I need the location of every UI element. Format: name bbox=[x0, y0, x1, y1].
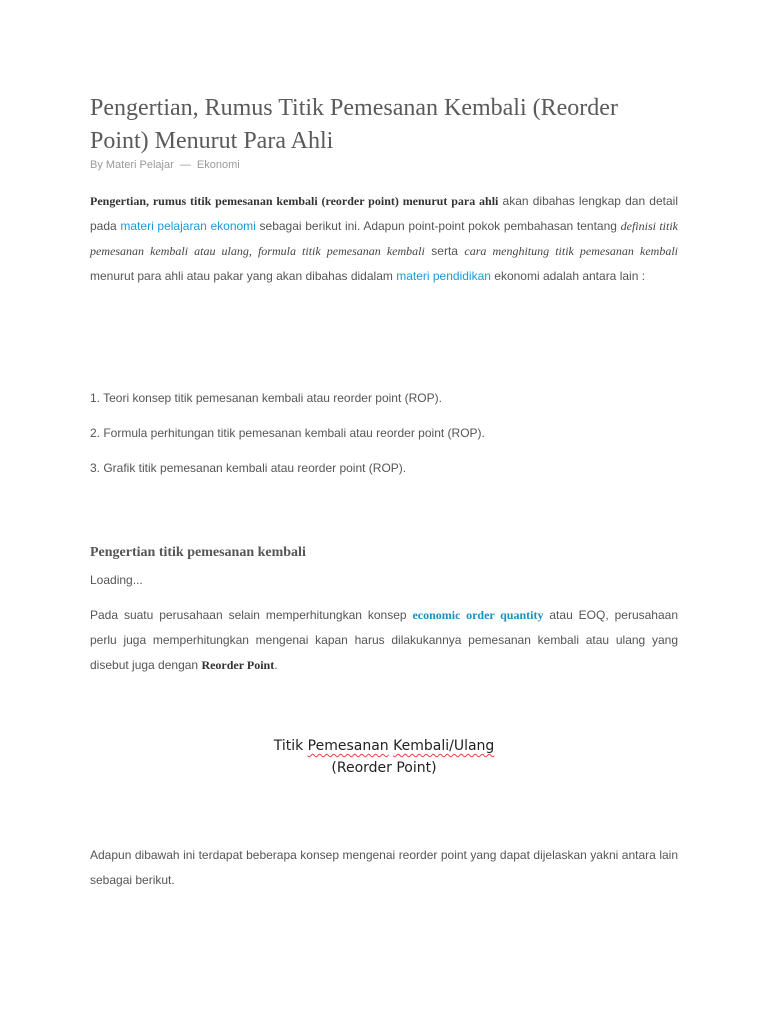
intro-text-3: serta bbox=[424, 244, 465, 258]
closing-paragraph: Adapun dibawah ini terdapat beberapa konsep mengenai reorder point yang dapat dijelaskan yakni antara lain sebagai berikut. bbox=[90, 848, 678, 887]
eoq-text-2: atau EOQ, perusahaan perlu juga memperhitungkan mengenai kapan harus dilakukannya pemesanan kembali atau ulang yang disebut juga dengan bbox=[90, 608, 679, 672]
intro-text-4: menurut para ahli atau pakar yang akan dibahas didalam bbox=[90, 269, 397, 283]
intro-text-2: sebagai berikut ini. Adapun point-point pokok pembahasan tentang bbox=[255, 219, 621, 233]
link-materi-pendidikan[interactable]: materi pendidikan bbox=[396, 269, 491, 283]
eoq-paragraph bbox=[90, 603, 678, 678]
figure-line-2: (Reorder Point) bbox=[331, 760, 437, 776]
intro-italic-1: definisi titik pemesanan kembali atau ulang, formula titik pemesanan kembali bbox=[90, 219, 678, 258]
figure-word-pemesanan: Pemesanan bbox=[307, 738, 389, 754]
byline-category[interactable]: Ekonomi bbox=[196, 159, 240, 171]
eoq-bold-reorder-point: Reorder Point bbox=[201, 658, 275, 672]
eoq-text-1: Pada suatu perusahaan selain memperhitungkan konsep bbox=[90, 608, 413, 622]
byline bbox=[90, 159, 240, 171]
byline-separator: — bbox=[179, 159, 191, 171]
byline-author[interactable]: By Materi Pelajar bbox=[90, 159, 174, 171]
figure-line-1 bbox=[90, 735, 678, 757]
list-item-1: 1. Teori konsep titik pemesanan kembali atau reorder point (ROP). bbox=[90, 391, 442, 405]
intro-paragraph bbox=[90, 189, 678, 289]
list-item-3: 3. Grafik titik pemesanan kembali atau reorder point (ROP). bbox=[90, 461, 407, 475]
reorder-point-figure bbox=[90, 735, 678, 779]
article-title: Pengertian, Rumus Titik Pemesanan Kembali (Reorder Point) Menurut Para Ahli bbox=[90, 95, 618, 154]
list-item-2: 2. Formula perhitungan titik pemesanan kembali atau reorder point (ROP). bbox=[90, 426, 485, 440]
section-heading: Pengertian titik pemesanan kembali bbox=[90, 545, 306, 560]
eoq-text-3: . bbox=[274, 658, 278, 672]
intro-text-1: akan dibahas lengkap dan detail pada bbox=[90, 194, 678, 233]
intro-text-5: ekonomi adalah antara lain : bbox=[490, 269, 646, 283]
link-economic-order-quantity[interactable]: economic order quantity bbox=[412, 608, 544, 622]
intro-bold-lead: Pengertian, rumus titik pemesanan kembali (reorder point) menurut para ahli bbox=[90, 194, 499, 208]
figure-word-kembali-ulang: Kembali/Ulang bbox=[393, 738, 495, 754]
figure-word-titik: Titik bbox=[273, 738, 304, 754]
intro-italic-2: cara menghitung titik pemesanan kembali bbox=[464, 244, 678, 258]
link-materi-pelajaran-ekonomi[interactable]: materi pelajaran ekonomi bbox=[120, 219, 256, 233]
loading-text: Loading... bbox=[90, 573, 143, 587]
